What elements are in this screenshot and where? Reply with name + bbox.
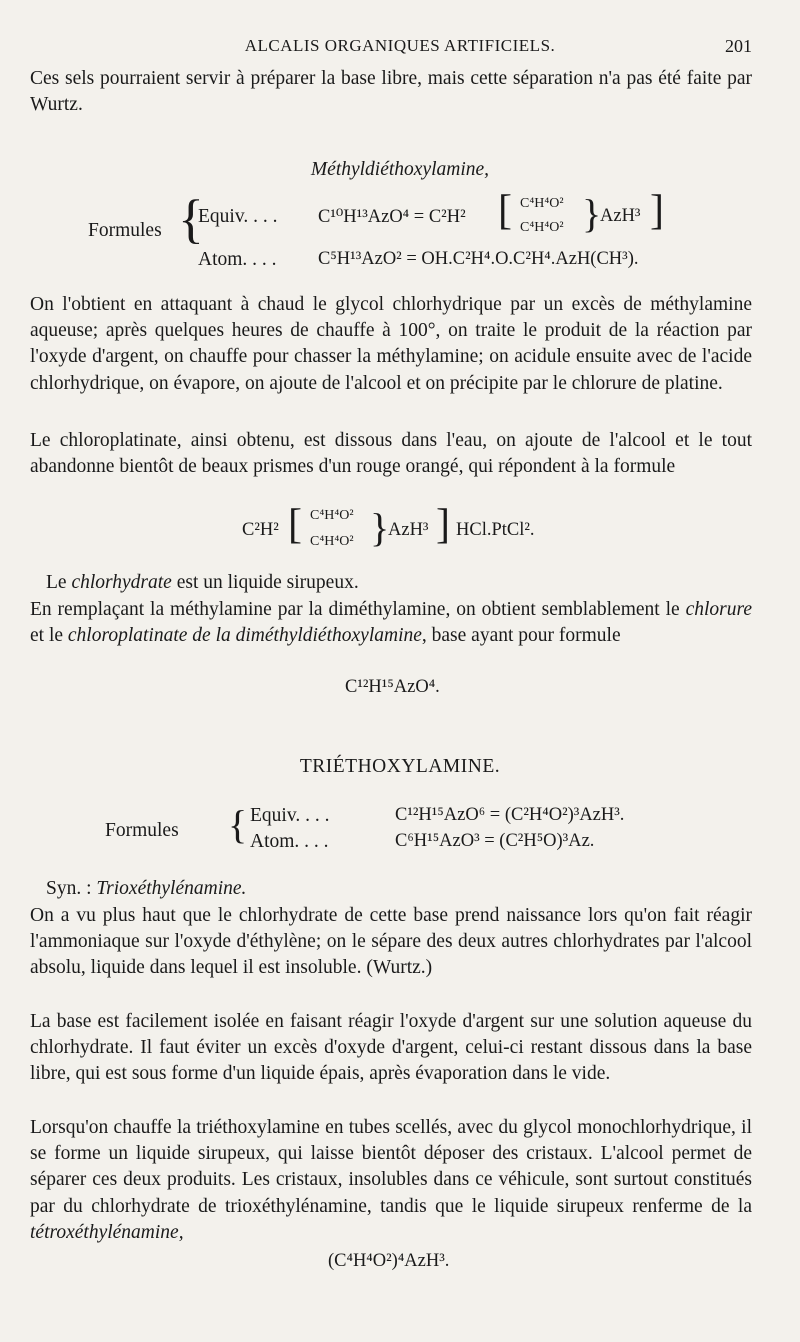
paragraph-origin: On a vu plus haut que le chlorhydrate de cette base prend naissance lors qu'on fait réagir l'ammoniaque sur l'oxyde d'éthylène; on le sépare des deux autres chlorhydrates par l'alcool absolu, liquide dans lequel il est insoluble. (Wurtz.) [30, 905, 752, 979]
section-title-triethoxylamine: TRIÉTHOXYLAMINE. [299, 756, 501, 777]
chlorhydrate-term: chlorhydrate [71, 572, 172, 593]
cp-bracket-open: [ [288, 502, 302, 548]
para6-pre: Lorsqu'on chauffe la triéthoxylamine en tubes scellés, avec du glycol monochlorhydrique, il se forme un liquide sirupeux, qui laisse bientôt déposer des cristaux. L'alcool permet de séparer ces deux produits. Les cristaux, insolubles dans ce véhicule, sont surtout constitués par du chlorhydrate de trioxéthylénamine, tandis que le liquide sirupeux renferme de la [30, 1117, 752, 1217]
syn-label: Syn. : [46, 878, 97, 899]
chlorhydrate-pre: Le [46, 572, 72, 593]
paragraph-dimethyl [30, 597, 752, 649]
dimethyl-formula: C¹²H¹⁵AzO⁴. [345, 677, 440, 697]
cp-bracket-close: ] [436, 502, 450, 548]
chlorhydrate-line [46, 570, 359, 596]
equiv-top: C⁴H⁴O² [520, 196, 564, 211]
running-header [0, 36, 800, 60]
bracket-close: ] [650, 188, 664, 234]
section-title-methyldiethoxylamine: Méthyldiéthoxylamine, [310, 159, 490, 180]
header-title: ALCALIS ORGANIQUES ARTIFICIELS. [244, 36, 556, 55]
equiv-bottom: C⁴H⁴O² [520, 220, 564, 235]
synonym-line [46, 876, 246, 902]
syn-term: Trioxéthylénamine. [96, 878, 247, 899]
left-brace-2: { [228, 802, 248, 847]
equiv-label: Equiv. . . . [198, 206, 278, 227]
equiv-formula-2: C¹²H¹⁵AzO⁶ = (C²H⁴O²)³AzH³. [395, 805, 625, 825]
cp-brace: } [370, 505, 390, 550]
cp-prefix: C²H² [242, 520, 279, 540]
formulas-label: Formules [88, 220, 162, 241]
atom-label: Atom. . . . [198, 249, 277, 270]
equiv-label-2: Equiv. . . . [250, 805, 330, 826]
paragraph-chloroplatinate: Le chloroplatinate, ainsi obtenu, est dissous dans l'eau, on ajoute de l'alcool et le tout abandonne bientôt de beaux prismes d'un rouge orangé, qui répondent à la formule [30, 430, 752, 478]
equiv-formula-a: C¹⁰H¹³AzO⁴ = C²H² [318, 207, 466, 227]
cp-mid: AzH³ [388, 520, 429, 540]
atom-formula: C⁵H¹³AzO² = OH.C²H⁴.O.C²H⁴.AzH(CH³). [318, 249, 639, 269]
paragraph-isolation: La base est facilement isolée en faisant réagir l'oxyde d'argent sur une solution aqueuse du chlorhydrate. Il faut éviter un excès d'oxyde d'argent, celui-ci restant dissous dans la base libre, qui est sous forme d'un liquide épais, après évaporation dans le vide. [30, 1011, 752, 1085]
para3-pre: En remplaçant la méthylamine par la diméthylamine, on obtient semblablement le [30, 599, 686, 620]
para3-post: , base ayant pour formule [421, 625, 621, 647]
atom-formula-2: C⁶H¹⁵AzO³ = (C²H⁵O)³Az. [395, 831, 595, 851]
para3-mid: et le [30, 625, 68, 647]
formulas-label-2: Formules [105, 820, 179, 841]
page-number: 201 [725, 36, 752, 56]
cp-bottom: C⁴H⁴O² [310, 534, 354, 549]
left-brace: { [178, 189, 204, 249]
para3-term2: chloroplatinate de la diméthyldiéthoxylamine [67, 625, 422, 647]
final-formula: (C⁴H⁴O²)⁴AzH³. [328, 1251, 450, 1271]
atom-label-2: Atom. . . . [250, 831, 329, 852]
paragraph-heating [30, 1115, 752, 1246]
bracket-open: [ [498, 188, 512, 234]
inner-brace: } [582, 191, 602, 236]
chlorhydrate-post: est un liquide sirupeux. [171, 572, 359, 593]
cp-top: C⁴H⁴O² [310, 508, 354, 523]
cp-suffix: HCl.PtCl². [456, 520, 535, 540]
intro-paragraph: Ces sels pourraient servir à préparer la base libre, mais cette séparation n'a pas été faite par Wurtz. [30, 68, 752, 116]
paragraph-preparation: On l'obtient en attaquant à chaud le glycol chlorhydrique par un excès de méthylamine aqueuse; après quelques heures de chauffe à 100°, on traite le produit de la réaction par l'oxyde d'argent, on chauffe pour chasser la méthylamine; on acidule ensuite avec de l'acide chlorhydrique, on évapore, on ajoute de l'alcool et on précipite par le chlorure de platine. [30, 294, 752, 394]
para6-term: tétroxéthylénamine, [30, 1221, 184, 1243]
para3-term1: chlorure [685, 599, 752, 620]
equiv-formula-b: AzH³ [600, 206, 641, 226]
